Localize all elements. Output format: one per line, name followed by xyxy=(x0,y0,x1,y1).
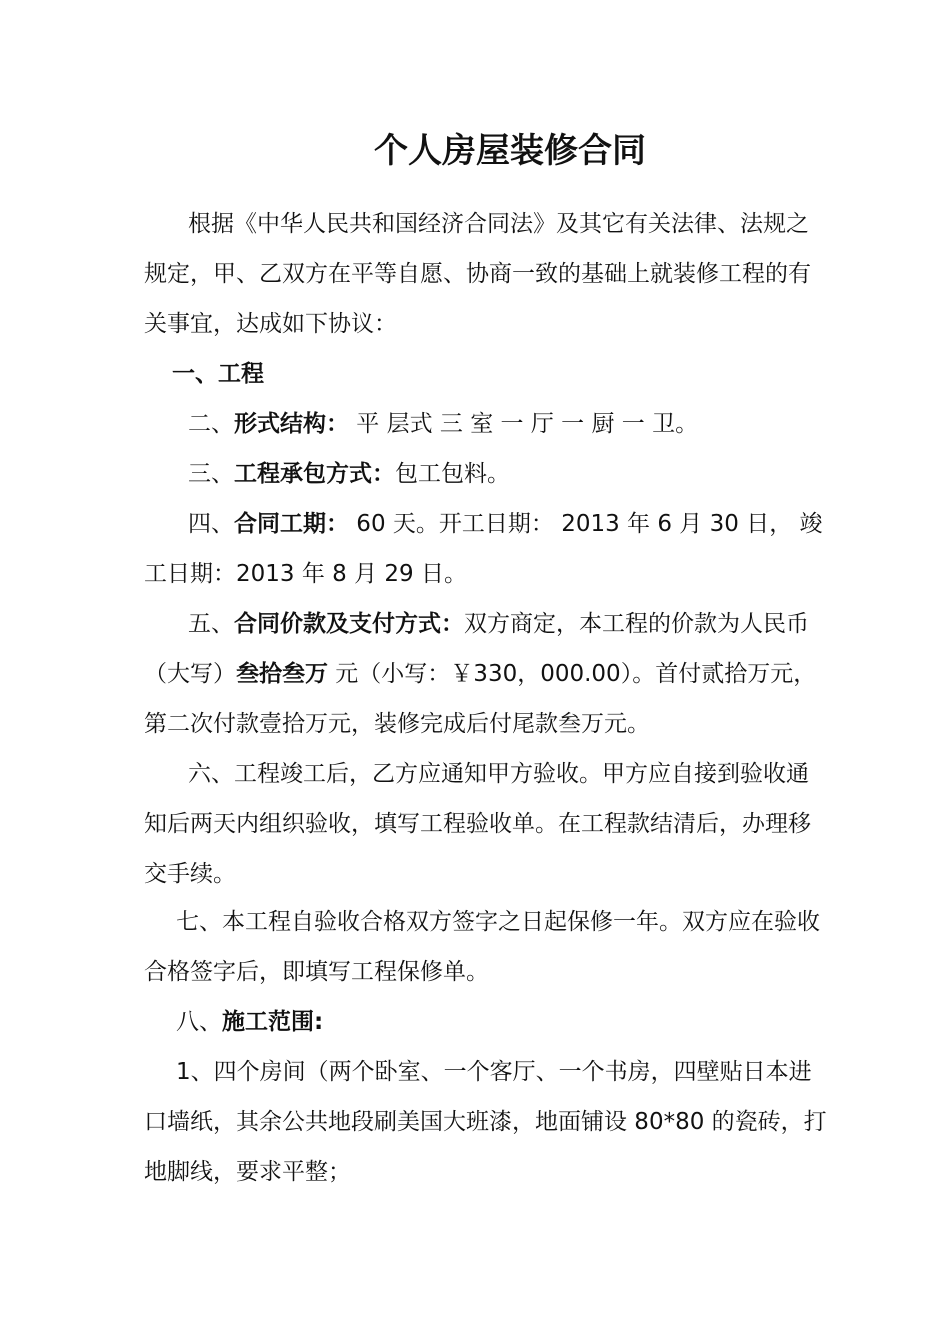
section-8-label: 施工范围: xyxy=(222,1009,324,1035)
section-3 xyxy=(188,457,510,491)
section-6-line-3: 交手续。 xyxy=(144,861,236,887)
section-4-label: 合同工期： xyxy=(234,511,349,537)
section-2-label: 形式结构： xyxy=(234,411,349,437)
section-5-line-3: 第二次付款壹拾万元，装修完成后付尾款叁万元。 xyxy=(144,711,650,737)
section-5-text: 双方商定，本工程的价款为人民币 xyxy=(464,611,809,637)
intro-line-1: 根据《中华人民共和国经济合同法》及其它有关法律、法规之 xyxy=(188,211,809,237)
section-5-line-2-a: （大写） xyxy=(144,661,236,687)
section-2-prefix: 二、 xyxy=(188,411,234,437)
section-6-line-2: 知后两天内组织验收，填写工程验收单。在工程款结清后，办理移 xyxy=(144,811,811,837)
intro-line-3: 关事宜，达成如下协议： xyxy=(144,311,397,337)
section-8-prefix: 八、 xyxy=(176,1009,222,1035)
section-2 xyxy=(188,407,698,441)
section-4-prefix: 四、 xyxy=(188,511,234,537)
section-4-line-1 xyxy=(188,507,823,541)
document-title: 个人房屋装修合同 xyxy=(374,131,646,171)
section-5-line-2 xyxy=(144,657,816,691)
item-1-line-2: 口墙纸，其余公共地段刷美国大班漆，地面铺设 80*80 的瓷砖，打 xyxy=(144,1109,827,1135)
intro-line-2: 规定，甲、乙双方在平等自愿、协商一致的基础上就装修工程的有 xyxy=(144,261,811,287)
section-2-text: 平 层式 三 室 一 厅 一 厨 一 卫。 xyxy=(349,411,699,437)
section-5-line-1 xyxy=(188,607,809,641)
section-6-line-1: 六、工程竣工后，乙方应通知甲方验收。甲方应自接到验收通 xyxy=(188,761,809,787)
section-5-line-2-b: 元（小写：￥330，000.00）。首付贰拾万元， xyxy=(328,661,817,687)
section-3-label: 工程承包方式： xyxy=(234,461,395,487)
item-1-line-1: 1、四个房间（两个卧室、一个客厅、一个书房，四壁贴日本进 xyxy=(176,1059,812,1085)
section-7-line-2: 合格签字后，即填写工程保修单。 xyxy=(144,959,489,985)
section-3-text: 包工包料。 xyxy=(395,461,510,487)
section-1-heading: 一、工程 xyxy=(172,361,264,387)
section-4-line-2: 工日期：2013 年 8 月 29 日。 xyxy=(144,561,467,587)
section-5-prefix: 五、 xyxy=(188,611,234,637)
section-5-label: 合同价款及支付方式： xyxy=(234,611,464,637)
section-3-prefix: 三、 xyxy=(188,461,234,487)
item-1-line-3: 地脚线，要求平整； xyxy=(144,1159,351,1185)
section-7-line-1: 七、本工程自验收合格双方签字之日起保修一年。双方应在验收 xyxy=(176,909,820,935)
section-5-amount-words: 叁拾叁万 xyxy=(236,661,328,687)
section-4-text: 60 天。开工日期： 2013 年 6 月 30 日， 竣 xyxy=(349,511,823,537)
section-8-heading xyxy=(176,1005,323,1039)
